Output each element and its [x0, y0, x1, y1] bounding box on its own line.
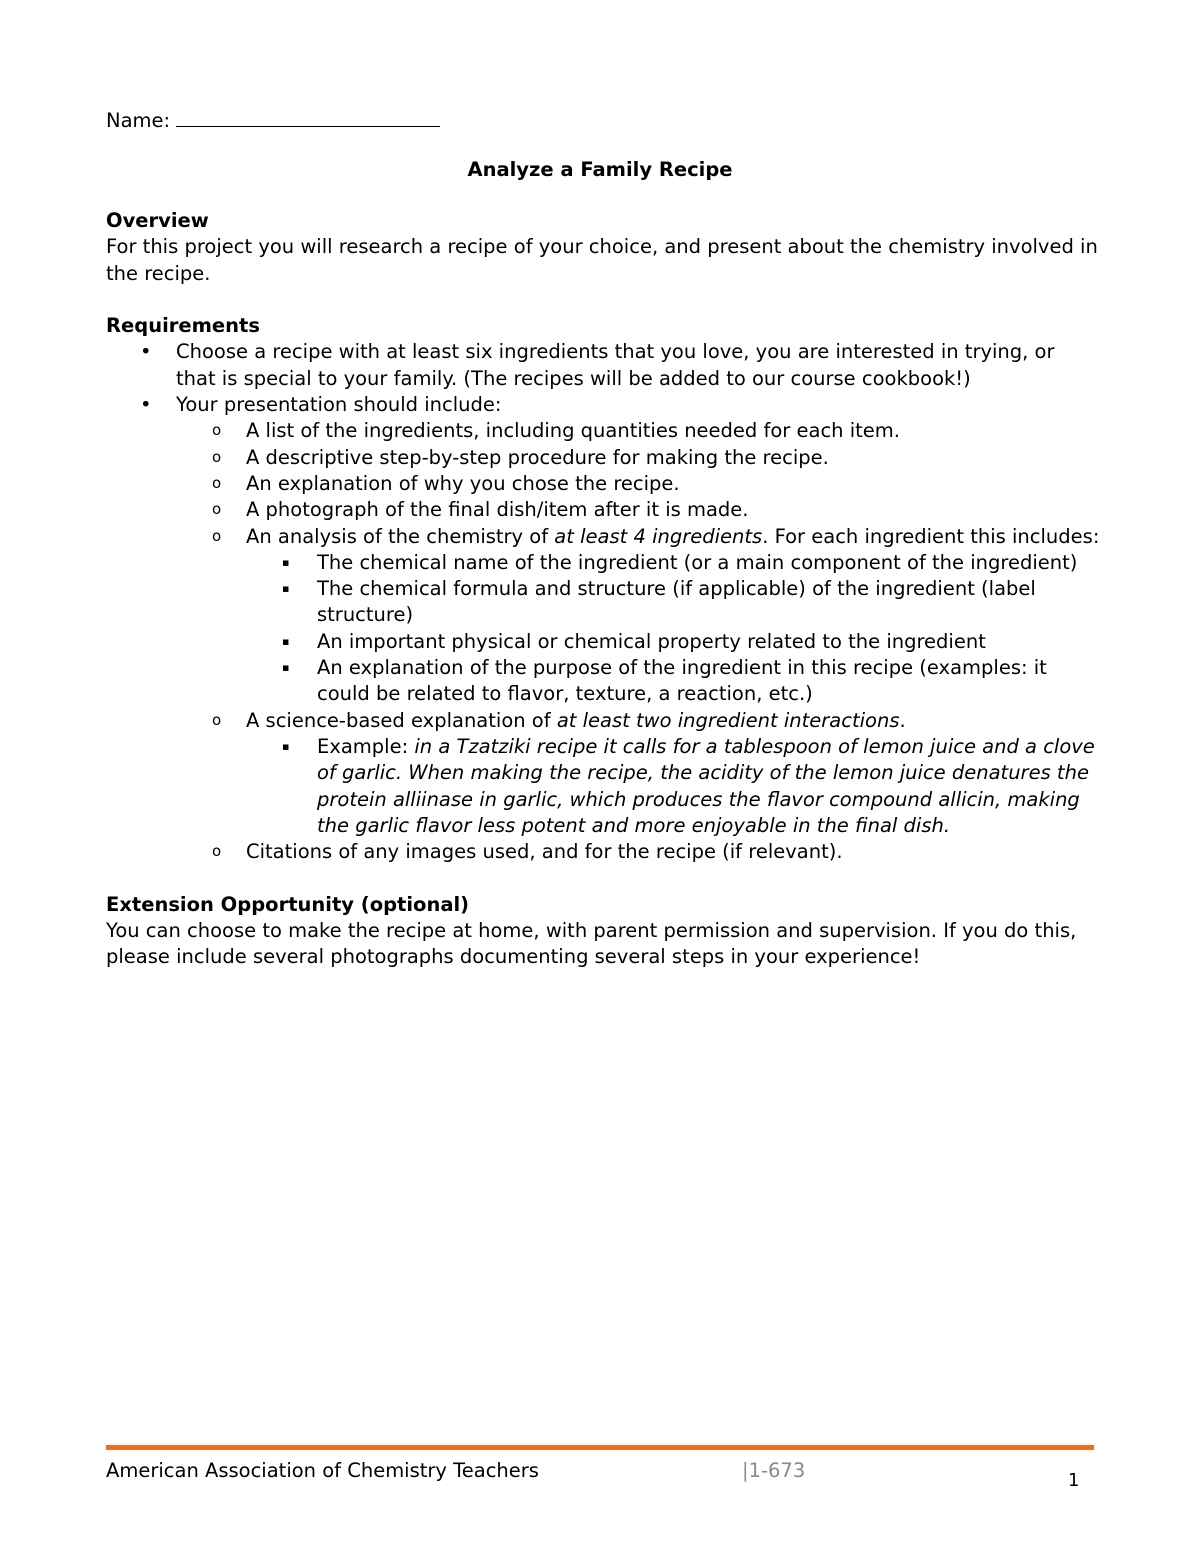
square-bullet-icon: ▪ — [282, 582, 290, 596]
circle-bullet-icon: o — [212, 500, 222, 519]
list-item — [246, 629, 1100, 655]
requirements-heading: Requirements — [106, 314, 260, 338]
list-item — [176, 418, 1100, 444]
list-item — [246, 734, 1100, 839]
list-item — [106, 339, 1100, 392]
list-item — [176, 708, 1100, 839]
page-number: 1 — [1068, 1470, 1080, 1491]
circle-bullet-icon: o — [212, 421, 222, 440]
list-item — [246, 576, 1100, 629]
subitem-text — [246, 525, 1099, 548]
subitem-text: A list of the ingredients, including quantities needed for each item. — [246, 419, 900, 443]
requirement-text: Choose a recipe with at least six ingredients that you love, you are interested in trying, or that is special to your family. (The recipes will be added to our course cookbook!) — [176, 340, 1055, 390]
presentation-sublist — [176, 418, 1100, 865]
subitem-emphasis: at least two ingredient interactions — [556, 708, 900, 732]
list-item — [176, 471, 1100, 497]
requirement-text: Your presentation should include: — [176, 393, 502, 417]
extension-heading: Extension Opportunity (optional) — [106, 892, 470, 916]
circle-bullet-icon: o — [212, 842, 222, 861]
bullet-icon: • — [140, 393, 152, 417]
bullet-icon: • — [140, 340, 152, 364]
subitem-emphasis: at least 4 ingredients — [554, 524, 763, 548]
list-item — [176, 524, 1100, 708]
name-blank-line[interactable] — [176, 106, 440, 127]
circle-bullet-icon: o — [212, 447, 222, 466]
square-bullet-icon: ▪ — [282, 661, 290, 675]
square-bullet-icon: ▪ — [282, 555, 290, 569]
requirements-list — [106, 339, 1100, 865]
footer-divider — [106, 1445, 1094, 1450]
square-bullet-icon: ▪ — [282, 739, 290, 753]
square-bullet-icon: ▪ — [282, 634, 290, 648]
circle-bullet-icon: o — [212, 526, 222, 545]
name-field[interactable] — [106, 106, 440, 134]
subitem-emphasis: in a Tzatziki recipe it calls for a tablespoon of lemon juice and a clove of garlic. When making the recipe, the acidity of the lemon juice denatures the protein alliinase in garlic, which produces the flavor compound allicin, making the garlic flavor less potent and more enjoyable in the final dish. — [317, 734, 1095, 837]
subitem-text: An explanation of the purpose of the ingredient in this recipe (examples: it could be related to flavor, texture, a reaction, etc.) — [317, 656, 1047, 706]
subitem-text: The chemical formula and structure (if applicable) of the ingredient (label structure) — [317, 577, 1036, 627]
subitem-text-part: A science-based explanation of — [246, 708, 557, 732]
subitem-text — [246, 709, 906, 732]
list-item — [246, 655, 1100, 708]
ingredient-analysis-list — [246, 550, 1100, 708]
circle-bullet-icon: o — [212, 473, 222, 492]
list-item — [106, 392, 1100, 865]
circle-bullet-icon: o — [212, 710, 222, 729]
subitem-text: An explanation of why you chose the recipe. — [246, 471, 680, 495]
list-item — [246, 550, 1100, 576]
interaction-example-list — [246, 734, 1100, 839]
subitem-text: The chemical name of the ingredient (or a main component of the ingredient) — [317, 550, 1078, 574]
document-title: Analyze a Family Recipe — [467, 158, 733, 181]
extension-text: You can choose to make the recipe at home, with parent permission and supervision. If you do this, please include several photographs documenting several steps in your experience! — [106, 919, 1077, 969]
subitem-text-part: . — [899, 708, 906, 732]
footer-organization: American Association of Chemistry Teachers — [106, 1459, 539, 1482]
footer-code: |1-673 — [742, 1459, 806, 1482]
subitem-text: A photograph of the final dish/item after it is made. — [246, 498, 749, 522]
subitem-text: An important physical or chemical property related to the ingredient — [317, 629, 986, 653]
document-body — [106, 208, 1100, 971]
list-item — [176, 445, 1100, 471]
list-item — [176, 497, 1100, 523]
subitem-text: Citations of any images used, and for the recipe (if relevant). — [246, 840, 843, 864]
list-item — [176, 839, 1100, 865]
name-label: Name: — [106, 109, 171, 132]
subitem-text-part: . For each ingredient this includes: — [762, 524, 1100, 548]
subitem-text-part: An analysis of the chemistry of — [246, 524, 555, 548]
subitem-text — [317, 735, 1095, 837]
subitem-text: A descriptive step-by-step procedure for making the recipe. — [246, 445, 829, 469]
subitem-text-part: Example: — [317, 734, 415, 758]
overview-heading: Overview — [106, 209, 209, 232]
overview-text: For this project you will research a recipe of your choice, and present about the chemistry involved in the recipe. — [106, 235, 1098, 285]
